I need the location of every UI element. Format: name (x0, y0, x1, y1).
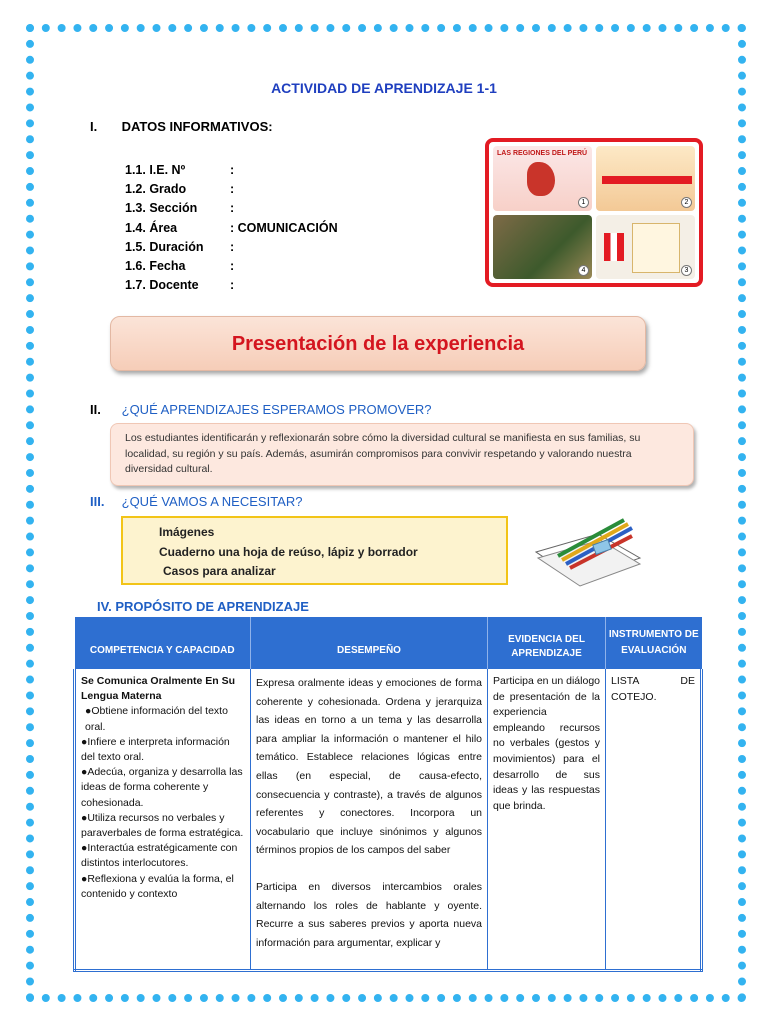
datos-row (125, 221, 338, 240)
collage-badge: 3 (681, 265, 692, 276)
datos-value: : (230, 239, 235, 254)
section-necesitar-heading (90, 494, 302, 509)
table-header-row (75, 617, 702, 669)
datos-row (125, 259, 338, 278)
table-header-cell: DESEMPEÑO (251, 617, 488, 669)
banner-strip-icon (602, 176, 692, 184)
capacidad-item: ●Reflexiona y evalúa la forma, el contenido y contexto (81, 872, 234, 900)
section-number: II. (90, 402, 101, 417)
section-label: ¿QUÉ APRENDIZAJES ESPERAMOS PROMOVER? (121, 402, 432, 417)
capacidad-item: ●Utiliza recursos no verbales y paraverbales de forma estratégica. (81, 811, 244, 840)
datos-label: 1.7. Docente (125, 278, 199, 293)
evidencia-cell: Participa en un diálogo de presentación de la experiencia empleando recursos no verbales (gestos y movimientos) para el desarrollo de sus ideas y las respuestas que brinda. (488, 669, 606, 970)
datos-value: : (230, 278, 235, 293)
datos-list (125, 163, 338, 297)
datos-row (125, 163, 338, 182)
capacidad-item: ●Infiere e interpreta información del texto oral. (81, 735, 230, 764)
materials-box (121, 516, 508, 585)
instrumento-cell: LISTA DE COTEJO. (606, 669, 702, 970)
collage-panel-children (596, 146, 695, 211)
capacidad-item: ●Interactúa estratégicamente con distintos interlocutores. (81, 842, 238, 870)
table-header-cell: INSTRUMENTO DE EVALUACIÓN (606, 617, 702, 669)
table-header-cell: COMPETENCIA Y CAPACIDAD (75, 617, 251, 669)
collage-panel-nature (493, 215, 592, 280)
collage-badge: 2 (681, 197, 692, 208)
collage-panel-regions (493, 146, 592, 211)
materials-item: Cuaderno una hoja de reúso, lápiz y borrador (159, 544, 418, 559)
datos-label: 1.3. Sección (125, 201, 198, 216)
competencia-title: Se Comunica Oralmente En Su Lengua Materna (81, 675, 236, 703)
document-icon (632, 223, 680, 273)
datos-row (125, 182, 338, 201)
collage-panel-title: LAS REGIONES DEL PERÚ (497, 150, 588, 157)
page-title: ACTIVIDAD DE APRENDIZAJE 1-1 (271, 80, 497, 96)
desempeno-paragraph: Participa en diversos intercambios orales alternando los roles de hablante y oyente. Recurre a sus saberes previos y aporta nueva información para argumentar, explicar y (256, 880, 482, 949)
capacidad-item: ●Adecúa, organiza y desarrolla las ideas de forma coherente y cohesionada. (81, 766, 243, 809)
table-header-cell: EVIDENCIA DEL APRENDIZAJE (488, 617, 606, 669)
datos-value: : (230, 163, 235, 177)
datos-label: 1.4. Área (125, 220, 178, 235)
materials-item: Casos para analizar (163, 564, 276, 578)
datos-row (125, 201, 338, 220)
flag-icon (604, 233, 624, 261)
section-label: DATOS INFORMATIVOS: (121, 119, 273, 134)
datos-row (125, 240, 338, 259)
datos-label: 1.1. I.E. Nº (125, 163, 186, 177)
section-proposito-heading: IV. PROPÓSITO DE APRENDIZAJE (97, 599, 309, 614)
datos-label: 1.5. Duración (125, 239, 204, 254)
datos-label: 1.6. Fecha (125, 258, 186, 273)
section-number: I. (90, 119, 98, 134)
experience-banner: Presentación de la experiencia (110, 316, 646, 371)
datos-value: : COMUNICACIÓN (230, 220, 338, 235)
datos-value: : (230, 182, 235, 197)
competencia-cell (75, 669, 251, 970)
aprendizajes-text-box: Los estudiantes identificarán y reflexionarán sobre cómo la diversidad cultural se manifiesta en sus familias, su localidad, su región y su país. Además, asumirán compromisos para convivir respetando y valorando nuestra diversidad cultural. (110, 423, 694, 486)
datos-label: 1.2. Grado (125, 182, 187, 197)
desempeno-cell (251, 669, 488, 970)
collage-panel-symbols (596, 215, 695, 280)
desempeno-paragraph: Expresa oralmente ideas y emociones de forma coherente y cohesionada. Ordena y jerarquiza las ideas en torno a un tema y las desarrolla para ampliar la información o mantener el hilo temático. Establece relaciones lógicas entre ellas (en especial, de causa-efecto, consecuencia y contraste), a través de algunos referentes y conectores. Incorpora un vocabulario que incluye sinónimos y algunos términos propios de los campos del saber (256, 677, 482, 857)
datos-value: : (230, 258, 235, 273)
capacidad-item: ●Obtiene información del texto oral. (85, 705, 228, 733)
peru-map-icon (527, 162, 555, 196)
collage-badge: 1 (578, 197, 589, 208)
collage-badge: 4 (578, 265, 589, 276)
datos-value: : (230, 201, 235, 216)
section-aprendizajes-heading (90, 402, 432, 417)
purpose-table (73, 617, 703, 972)
table-row (75, 669, 702, 970)
datos-row (125, 278, 338, 297)
materials-item: Imágenes (159, 525, 215, 539)
collage-image (485, 138, 703, 287)
section-label: ¿QUÉ VAMOS A NECESITAR? (121, 494, 303, 509)
pencils-paper-icon (528, 512, 646, 587)
section-datos-heading (90, 119, 273, 134)
section-number: III. (90, 494, 105, 509)
